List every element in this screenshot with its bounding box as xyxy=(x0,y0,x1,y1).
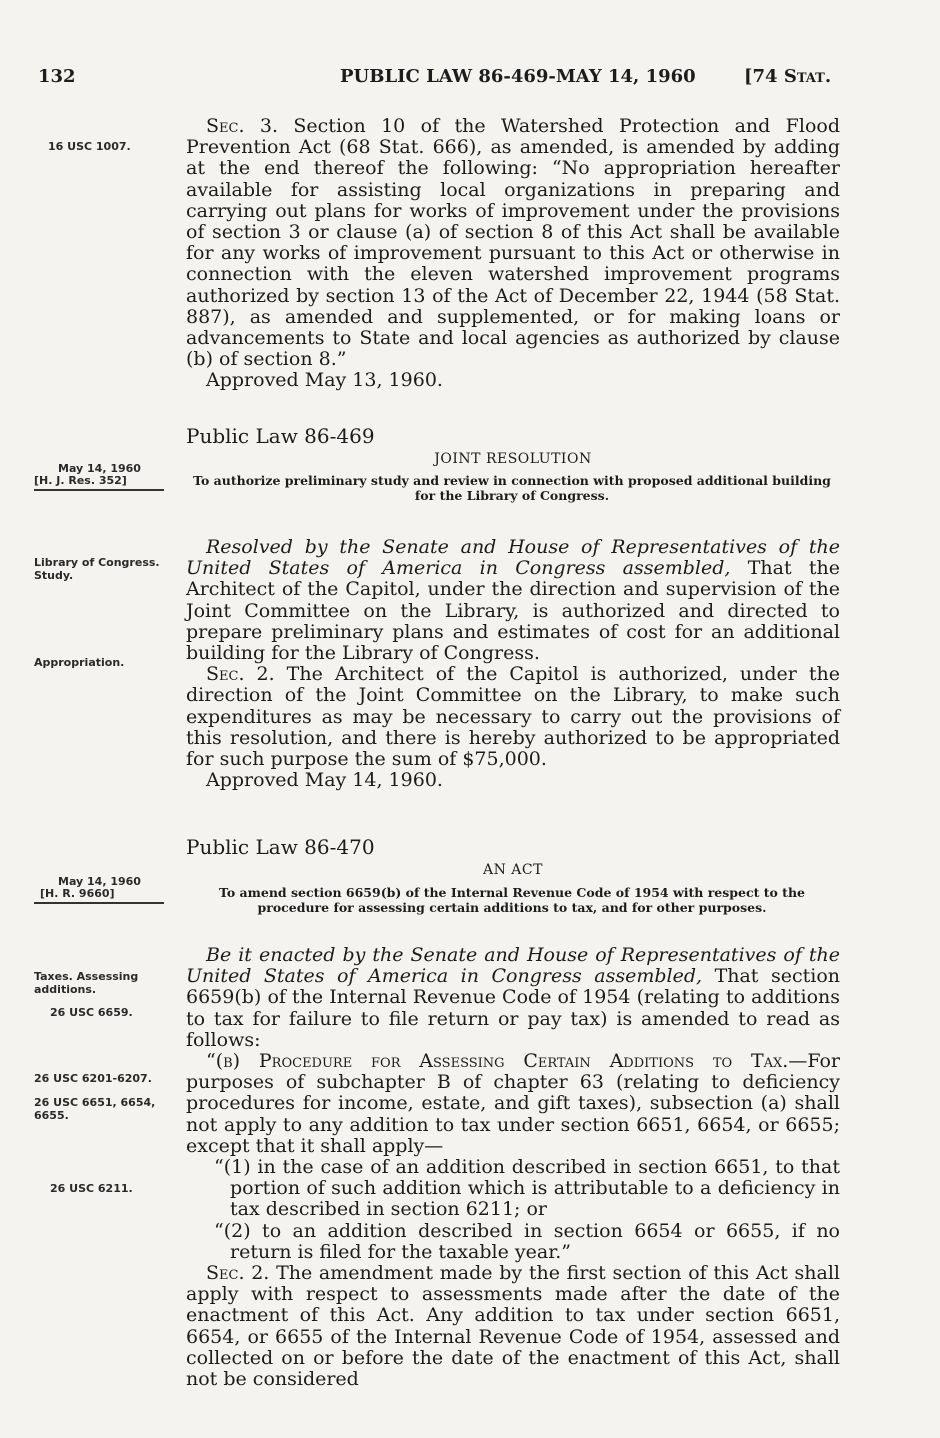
law-470-subtitle: To amend section 6659(b) of the Internal Revenue Code of 1954 with respect to the procedure for assessing certain additions to tax, and for other purposes. xyxy=(219,885,805,915)
law-470-enact-text: That section 6659(b) of the Internal Revenue Code of 1954 (relating to additions to tax for failure to file return or pay tax) is amended to read as follows: xyxy=(186,965,840,1051)
sec3-text: Section 10 of the Watershed Protection and Flood Prevention Act (68 Stat. 666), as amended, is amended by adding at the end thereof the following: “No appropriation hereafter available for assisting local organizations in preparing and carrying out plans for works of improvement under the provisions of section 3 or clause (a) of section 8 of this Act shall be available for any works of improvement pursuant to this Act or otherwise in connection with the eleven watershed improvement programs authorized by section 13 of the Act of December 22, 1944 (58 Stat. 887), as amended and supplemented, or for making loans or advancements to State and local agencies as authorized by clause (b) of section 8.” xyxy=(186,115,840,371)
margin-26usc6659: 26 USC 6659. xyxy=(50,1006,133,1019)
page-number: 132 xyxy=(38,66,76,87)
margin-26usc6211: 26 USC 6211. xyxy=(50,1182,133,1195)
approved-may13: Approved May 13, 1960. xyxy=(206,369,443,392)
law-469-enact-text: That the Architect of the Capitol, under the direction and supervision of the Joint Committee on the Library, is authorized and directed to prepare preliminary plans and estimates of cost for an additional building for the Library of Congress. xyxy=(186,557,841,665)
law-469-enacting-clause: Resolved by the Senate and House of Representatives of the United States of America in Congress assembled, xyxy=(186,536,840,580)
law-470-margin-rule xyxy=(34,902,164,904)
running-title: PUBLIC LAW 86-469-MAY 14, 1960 xyxy=(340,66,696,87)
sec3-label: Sec. 3. xyxy=(206,115,279,137)
law-469-sec2-text: The Architect of the Capitol is authorized, under the direction of the Joint Committee on the Library, to make such expenditures as may be necessary to carry out the provisions of this resolution, and there is hereby authorized to be appropriated for such purpose the sum of $75,000. xyxy=(186,663,841,771)
law-469-sec2-label: Sec. 2. xyxy=(206,663,275,686)
section-a xyxy=(186,116,840,392)
item-2: “(2) to an addition described in section 6654 or 6655, if no return is filed for the taxable year.” xyxy=(214,1219,840,1263)
law-470-sec2-label: Sec. 2. xyxy=(206,1262,270,1285)
sec3-paragraph xyxy=(186,116,840,370)
law-470-sec2-text: The amendment made by the first section of this Act shall apply with respect to assessments made after the date of the enactment of this Act. Any addition to tax under section 6651, 6654, or 6655 of the Internal Revenue Code of 1954, assessed and collected on or before the date of the enactment of this Act, shall not be considered xyxy=(186,1262,841,1391)
volume-stat: [74 Stat. xyxy=(744,66,832,87)
law-470-date-note: May 14, 1960 xyxy=(58,875,141,888)
law-469-margin-rule xyxy=(34,489,164,491)
law-469-kind: JOINT RESOLUTION xyxy=(434,451,592,467)
law-469-bill-note: [H. J. Res. 352] xyxy=(34,474,127,487)
law-469-subtitle: To authorize preliminary study and review in connection with proposed additional building for the Library of Congress. xyxy=(193,473,831,503)
item-1: “(1) in the case of an addition described in section 6651, to that portion of such addition which is attributable to a deficiency in tax described in section 6211; or xyxy=(214,1156,840,1221)
margin-taxes: Taxes. Assessing additions. xyxy=(34,970,139,996)
law-469-date-note: May 14, 1960 xyxy=(58,462,141,475)
margin-note-16usc1007: 16 USC 1007. xyxy=(48,140,131,153)
law-470-title: Public Law 86-470 xyxy=(186,835,375,859)
margin-26usc6201: 26 USC 6201-6207. xyxy=(34,1072,152,1085)
law-470-body xyxy=(186,945,840,1390)
margin-library-study: Library of Congress. Study. xyxy=(34,556,160,582)
law-470-enacting-clause: Be it enacted by the Senate and House of Representatives of the United States of America in Congress assembled, xyxy=(186,944,840,988)
subsection-b-heading: “(b) Procedure for Assessing Certain Additions to Tax.— xyxy=(206,1050,808,1073)
subsection-b-text: For purposes of subchapter B of chapter 63 (relating to deficiency procedures for income, estate, and gift taxes), subsection (a) shall not apply to any addition to tax under section 6651, 6654, or 6655; except that it shall apply— xyxy=(186,1050,840,1157)
approved-may14: Approved May 14, 1960. xyxy=(206,769,443,792)
margin-26usc6651: 26 USC 6651, 6654, 6655. xyxy=(34,1096,156,1122)
margin-appropriation: Appropriation. xyxy=(34,656,125,669)
law-470-bill-note: [H. R. 9660] xyxy=(40,887,115,900)
law-469-body xyxy=(186,537,840,791)
law-470-kind: AN ACT xyxy=(483,862,543,878)
law-469-title: Public Law 86-469 xyxy=(186,424,375,448)
